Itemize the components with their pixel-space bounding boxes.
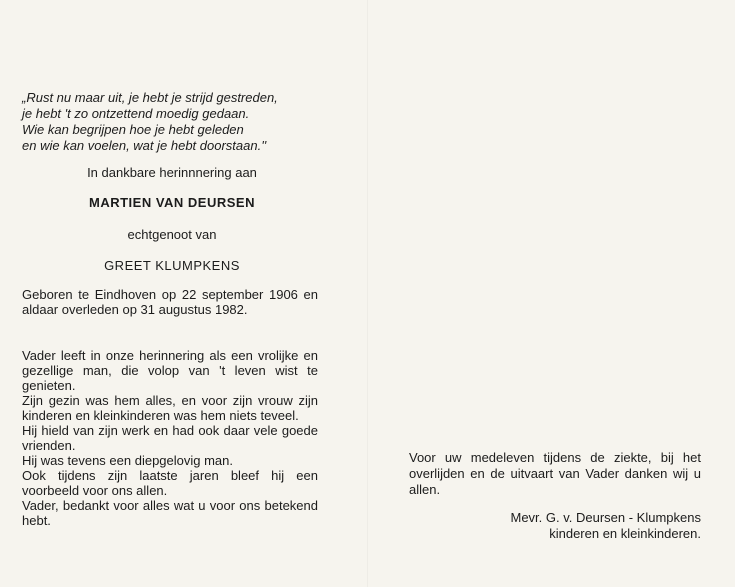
thanks-block — [409, 450, 701, 498]
poem — [22, 90, 322, 154]
signature — [409, 510, 701, 542]
biography: Geboren te Eindhoven op 22 september 1906 en aldaar overleden op 31 augustus 1982. — [22, 287, 318, 317]
poem-line: je hebt 't zo ontzettend moedig gedaan. — [22, 106, 250, 121]
signature-line: Mevr. G. v. Deursen - Klumpkens — [510, 510, 701, 525]
poem-line: Wie kan begrijpen hoe je hebt geleden — [22, 122, 244, 137]
memorial-line: Zijn gezin was hem alles, en voor zijn vrouw zijn kinderen en kleinkinderen was hem niets teveel. — [22, 393, 318, 423]
deceased-name: MARTIEN VAN DEURSEN — [89, 195, 255, 210]
thanks-text: Voor uw medeleven tijdens de ziekte, bij het overlijden en de uitvaart van Vader danken wij u allen. — [409, 450, 701, 497]
spouse-name: GREET KLUMPKENS — [104, 258, 240, 273]
poem-line: en wie kan voelen, wat je hebt doorstaan.'' — [22, 138, 267, 153]
intro-text: In dankbare herinnnering aan — [87, 165, 257, 180]
memorial-line: Ook tijdens zijn laatste jaren bleef hij een voorbeeld voor ons allen. — [22, 468, 318, 498]
spouse-of-text: echtgenoot van — [127, 227, 217, 242]
memorial-text — [22, 348, 318, 528]
poem-line: „Rust nu maar uit, je hebt je strijd gestreden, — [22, 90, 278, 105]
memorial-line: Vader, bedankt voor alles wat u voor ons betekend hebt. — [22, 498, 318, 528]
signature-line: kinderen en kleinkinderen. — [549, 526, 701, 541]
memorial-line: Hij was tevens een diepgelovig man. — [22, 453, 234, 468]
memorial-line: Hij hield van zijn werk en had ook daar vele goede vrienden. — [22, 423, 318, 453]
memorial-line: Vader leeft in onze herinnering als een vrolijke en gezellige man, die volop van 't leven wist te genieten. — [22, 348, 318, 393]
